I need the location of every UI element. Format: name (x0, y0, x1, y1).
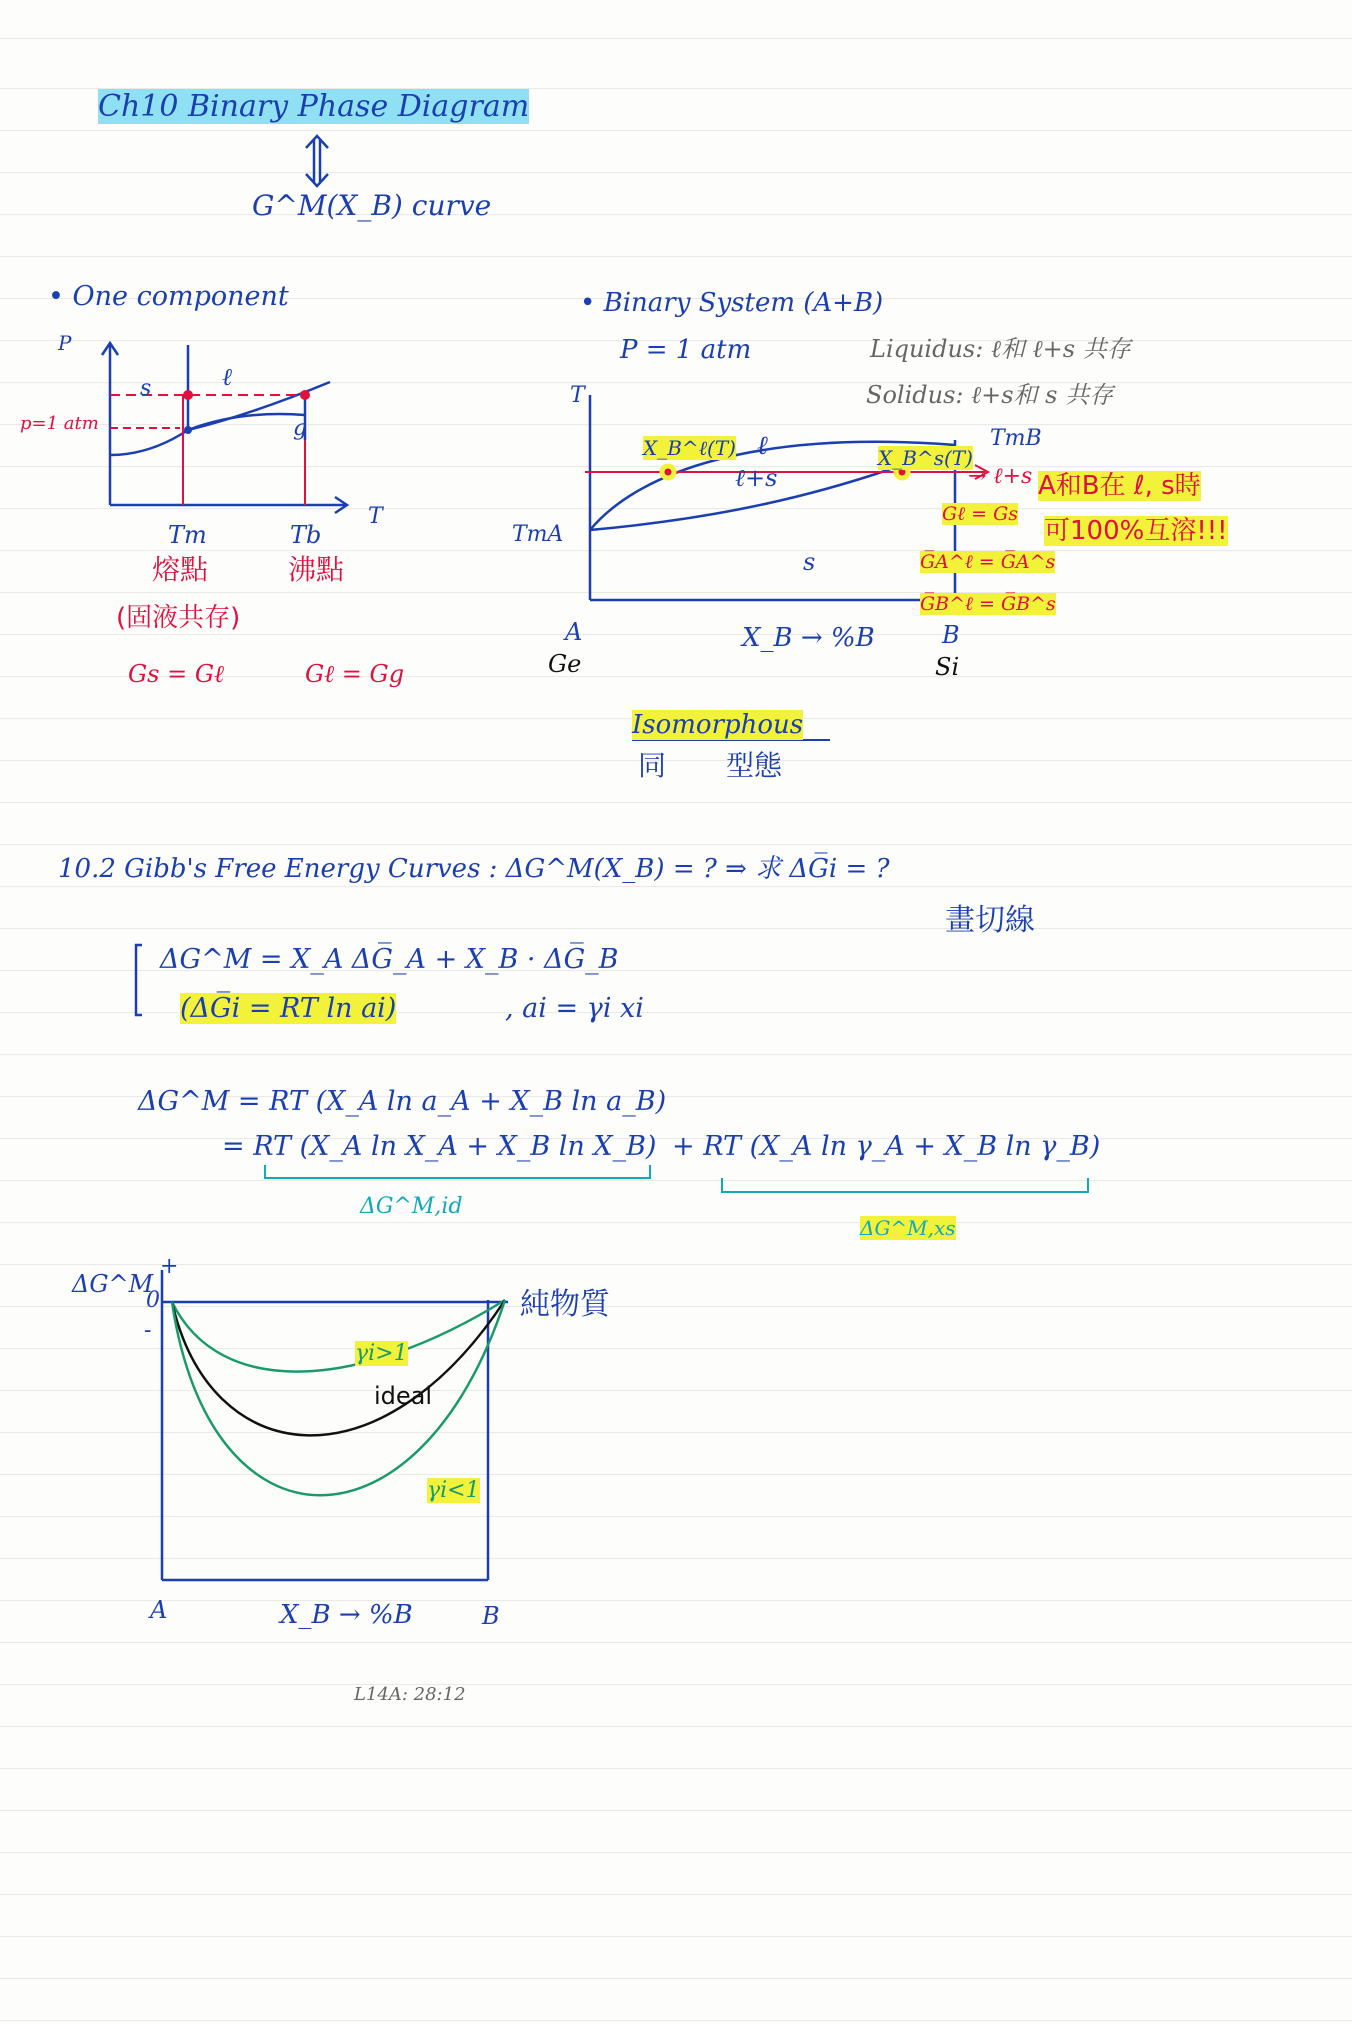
pressure-label: p=1 atm (20, 413, 99, 434)
plot-b-label: B (482, 1602, 500, 1630)
liquidus-composition-text: X_B^ℓ(T) (643, 436, 736, 460)
tmb-label: TmB (990, 426, 1042, 451)
equation-2a (180, 995, 396, 1022)
tangent-note-zh: 畫切線 (945, 903, 1035, 938)
melting-point-marker (184, 426, 192, 434)
gamma-less-label (427, 1480, 480, 1502)
miscibility-note-2-text: 可100%互溶!!! (1044, 516, 1228, 546)
equation-2a-text: (ΔG̅i = RT ln ai) (180, 993, 397, 1024)
excess-mixing-label (860, 1218, 956, 1238)
two-phase-region: ℓ+s (735, 464, 778, 492)
tb-label: Tb (290, 521, 322, 549)
boiling-point-zh: 沸點 (288, 553, 345, 586)
plot-zero-label: 0 (146, 1288, 160, 1313)
equation-3: ΔG^M = RT (X_A ln a_A + X_B ln a_B) (138, 1086, 667, 1117)
one-component-heading: • One component (48, 281, 289, 312)
footer-note: L14A: 28:12 (354, 1684, 466, 1705)
double-arrow-icon (306, 136, 328, 186)
binary-axis-t: T (570, 383, 585, 408)
miscibility-note-1 (1038, 473, 1201, 499)
isomorphous-label (632, 712, 803, 738)
liquidus-note: Liquidus: ℓ和 ℓ+s 共存 (870, 335, 1131, 363)
axis-p-label: P (58, 331, 72, 355)
excess-mixing-text: ΔG^M,xs (860, 1216, 956, 1240)
liquid-region-label: ℓ (222, 363, 232, 391)
equality-gs-gl: Gs = Gℓ (128, 660, 225, 688)
ideal-mixing-label: ΔG^M,id (360, 1194, 463, 1219)
plot-minus-label: - (144, 1318, 152, 1343)
binary-pressure: P = 1 atm (620, 335, 752, 365)
equation-4b: + RT (X_A ln γ_A + X_B ln γ_B) (672, 1131, 1101, 1162)
equilibrium-eq-3 (920, 595, 1056, 614)
pure-substance-zh: 純物質 (520, 1287, 610, 1322)
component-a-label: A (565, 618, 583, 646)
axis-t-label: T (368, 504, 383, 529)
equation-2b: , ai = γi xi (505, 993, 644, 1024)
section-heading: 10.2 Gibb's Free Energy Curves : ΔG^M(X_B) = ? ⇒ 求 ΔG̅i = ? (58, 854, 890, 884)
page-title (98, 89, 530, 124)
equilibrium-eq-1 (942, 505, 1018, 524)
gamma-greater-curve (172, 1300, 505, 1372)
equality-gl-gg: Gℓ = Gg (305, 660, 405, 688)
binary-heading: • Binary System (A+B) (580, 288, 884, 318)
gas-region-label: g (293, 416, 308, 441)
binary-x-axis-label: X_B → %B (742, 623, 875, 653)
teal-underbraces (265, 1165, 1088, 1192)
equation-bracket (136, 945, 142, 1015)
equilibrium-eq-2-text: G̅A^ℓ = G̅A^s (920, 551, 1056, 573)
plot-a-label: A (150, 1596, 168, 1624)
equilibrium-eq-2 (920, 553, 1055, 572)
two-phase-arrow-label: → ℓ+s (968, 464, 1033, 489)
tma-label: TmA (512, 522, 564, 547)
solidus-note: Solidus: ℓ+s和 s 共存 (866, 381, 1114, 409)
triple-point-marker (183, 390, 193, 400)
gamma-less-text: γi<1 (427, 1478, 480, 1503)
isomorphous-zh-2: 型態 (726, 749, 783, 782)
one-component-guides (110, 395, 308, 505)
solid-region: s (803, 548, 816, 576)
equation-1: ΔG^M = X_A ΔG̅_A + X_B · ΔG̅_B (160, 944, 619, 975)
coexist-zh: (固液共存) (116, 603, 241, 633)
melting-point-zh: 熔點 (152, 553, 209, 586)
liquidus-point-marker (662, 466, 674, 478)
solidus-composition-label (878, 448, 973, 468)
solidus-composition-text: X_B^s(T) (878, 446, 973, 470)
miscibility-note-2 (1044, 518, 1228, 544)
plot-plus-label: + (160, 1254, 179, 1279)
binary-axes (590, 395, 955, 600)
plot-x-axis-label: X_B → %B (280, 1600, 413, 1630)
boiling-point-marker (300, 390, 310, 400)
isomorphous-text: Isomorphous (632, 710, 804, 740)
gamma-greater-label (355, 1343, 408, 1365)
ideal-label: ideal (374, 1382, 433, 1410)
title-subtitle: G^M(X_B) curve (252, 189, 492, 222)
gamma-greater-text: γi>1 (355, 1341, 408, 1366)
solid-region-label: s (140, 376, 152, 401)
germanium-label: Ge (548, 650, 582, 678)
equation-4a: = RT (X_A ln X_A + X_B ln X_B) (222, 1131, 657, 1162)
plot-y-label: ΔG^M (72, 1270, 154, 1298)
equilibrium-eq-1-text: Gℓ = Gs (942, 503, 1019, 525)
miscibility-note-1-text: A和B在 ℓ, s時 (1038, 471, 1201, 501)
liquidus-composition-label (643, 438, 736, 458)
page-title-text: Ch10 Binary Phase Diagram (98, 89, 530, 124)
isomorphous-zh-1: 同 (638, 749, 667, 782)
liquid-region: ℓ (757, 431, 768, 461)
tm-label: Tm (168, 521, 207, 549)
equilibrium-eq-3-text: G̅B^ℓ = G̅B^s (920, 593, 1056, 615)
component-b-label: B (942, 621, 960, 649)
silicon-label: Si (935, 653, 960, 681)
